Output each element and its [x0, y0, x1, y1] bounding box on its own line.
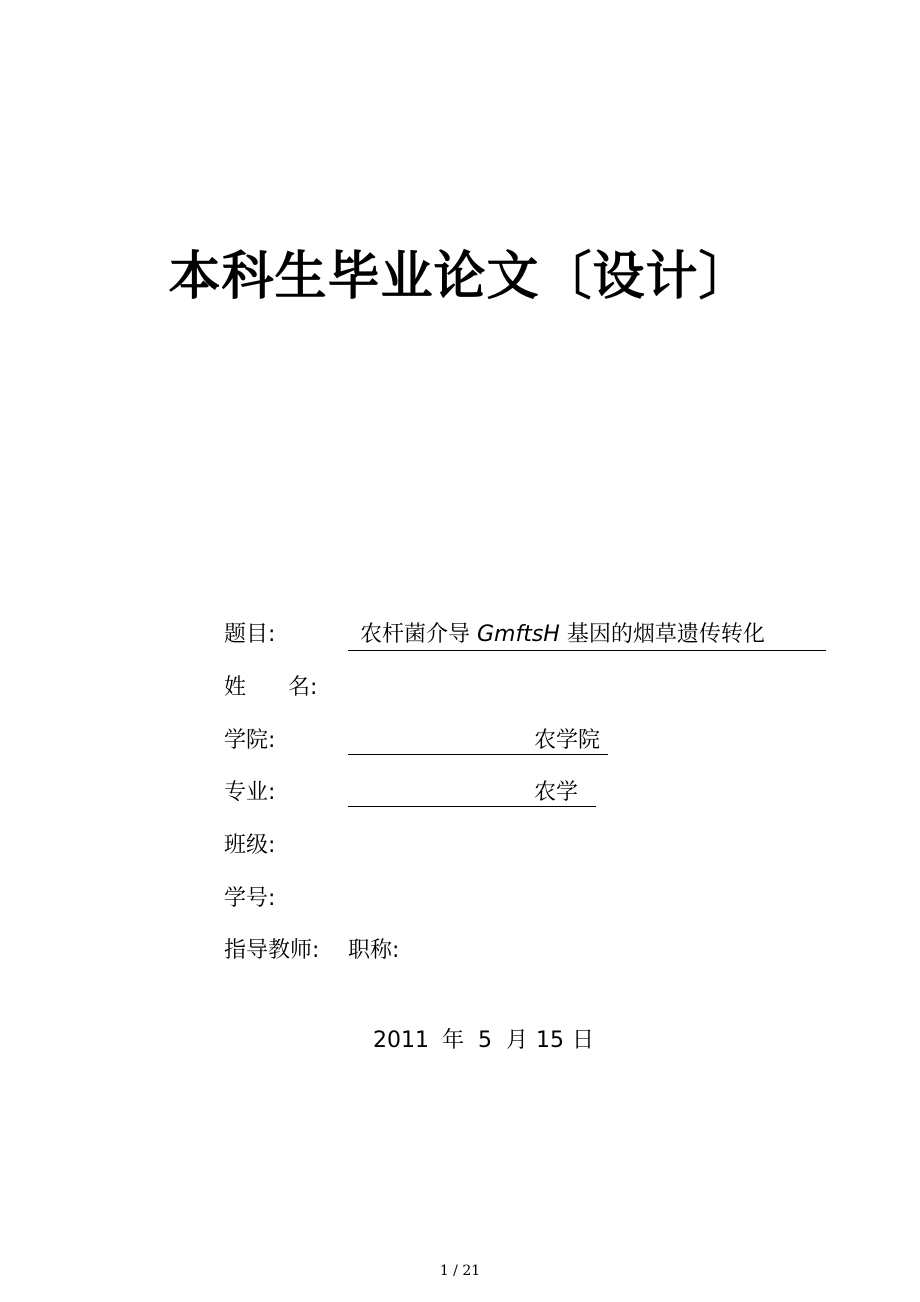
topic-value: [360, 620, 765, 650]
date-month: 5: [478, 1028, 492, 1053]
advisor-label: 指导教师:: [224, 938, 320, 963]
topic-underline: [348, 650, 826, 651]
major-underline: [348, 806, 596, 807]
college-label: 学院:: [224, 728, 276, 753]
major-label: 专业:: [224, 780, 276, 805]
class-label: 班级:: [224, 833, 276, 858]
date-day: 15: [536, 1028, 564, 1053]
college-value: 农学院: [534, 728, 601, 753]
topic-value-prefix: 农杆菌介导: [360, 622, 477, 647]
date-month-unit: 月: [506, 1028, 529, 1053]
topic-gene-name: GmftsH: [477, 622, 560, 647]
thesis-title: 本科生毕业论文〔设计〕: [168, 247, 752, 307]
date-year-unit: 年: [442, 1028, 465, 1053]
advisor-title-label: 职称:: [348, 938, 400, 963]
student-id-label: 学号:: [224, 886, 276, 911]
date-year: 2011: [373, 1028, 429, 1053]
topic-label: 题目:: [224, 622, 276, 647]
name-label: 姓 名:: [224, 675, 318, 700]
page-indicator: 1 / 21: [439, 1263, 481, 1279]
topic-value-suffix: 基因的烟草遗传转化: [559, 622, 765, 647]
college-underline: [348, 754, 608, 755]
date-day-unit: 日: [572, 1028, 595, 1053]
major-value: 农学: [534, 780, 579, 805]
